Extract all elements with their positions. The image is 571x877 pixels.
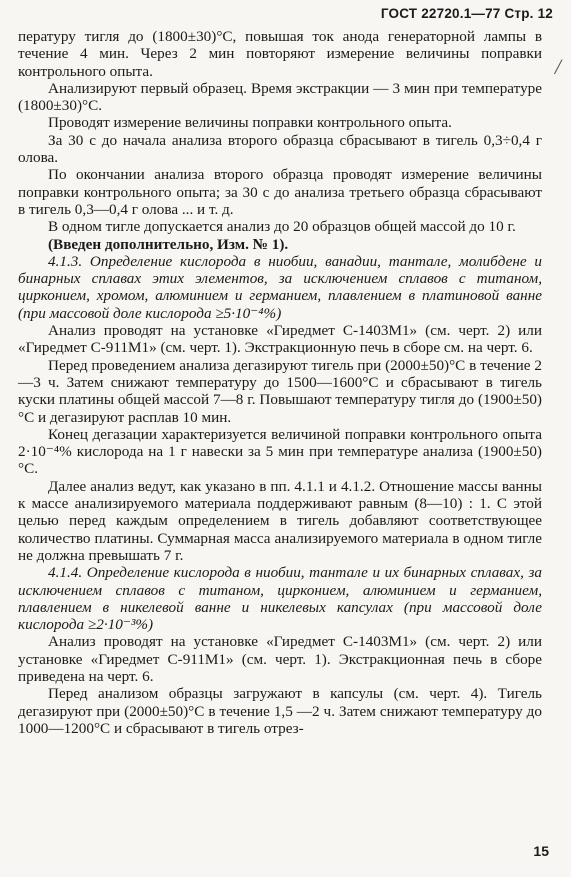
paragraph-continuation: пературу тигля до (1800±30)°С, повышая ток анода генераторной лампы в течение 4 мин. Через 2 мин повторяют измерение величины поправки контрольного опыта.: [18, 28, 542, 80]
paragraph: Анализ проводят на установке «Гиредмет С-1403М1» (см. черт. 2) или установке «Гиредмет С-911М1» (см. черт. 1). Экстракционная печь в сборе приведена на черт. 6.: [18, 633, 542, 685]
section-heading-4-1-4: 4.1.4. Определение кислорода в ниобии, тантале и их бинарных сплавах, за исключением сплавов с титаном, цирконием, алюминием и германием, плавлением в никелевой ванне и никелевых капсулах (при массовой доле кислорода ≥2·10⁻³%): [18, 564, 542, 634]
paragraph: Перед анализом образцы загружают в капсулы (см. черт. 4). Тигель дегазируют при (2000±50)°С в течение 1,5 —2 ч. Затем снижают температуру до 1000—1200°С и сбрасывают в тигель отрез-: [18, 685, 542, 737]
section-heading-4-1-3: 4.1.3. Определение кислорода в ниобии, ванадии, тантале, молибдене и бинарных сплавах этих элементов, за исключением сплавов с титаном, цирконием, хромом, алюминием и германием, плавлением в платиновой ванне (при массовой доле кислорода ≥5·10⁻⁴%): [18, 252, 542, 322]
paragraph: Далее анализ ведут, как указано в пп. 4.1.1 и 4.1.2. Отношение массы ванны к массе анализируемого материала поддерживают равным (8—10) : 1. С этой целью перед каждым определением в тигель добавляют соответствующее количество платины. Суммарная масса анализируемого материала в одном тигле не должна превышать 7 г.: [18, 477, 542, 564]
paragraph: За 30 с до начала анализа второго образца сбрасывают в тигель 0,3÷0,4 г олова.: [18, 131, 542, 167]
page-header: ГОСТ 22720.1—77 Стр. 12: [380, 6, 553, 21]
amendment-note: (Введен дополнительно, Изм. № 1).: [48, 235, 289, 253]
paragraph: В одном тигле допускается анализ до 20 образцов общей массой до 10 г.: [48, 218, 516, 236]
paragraph: По окончании анализа второго образца проводят измерение величины поправки контрольного опыта; за 30 с до анализа третьего образца сбрасывают в тигель 0,3—0,4 г олова ... и т. д.: [18, 166, 542, 218]
margin-mark: /: [554, 54, 561, 79]
paragraph: Перед проведением анализа дегазируют тигель при (2000±50)°С в течение 2—3 ч. Затем снижают температуру до 1500—1600°С и сбрасывают в тигель куски платины общей массой 7—8 г. Повышают температуру тигля до (1900±50)°С и дегазируют расплав 10 мин.: [18, 356, 542, 426]
body-text: [18, 28, 542, 737]
paragraph: Анализ проводят на установке «Гиредмет С-1403М1» (см. черт. 2) или «Гиредмет С-911М1» (см. черт. 1). Экстракционную печь в сборе см. на черт. 6.: [18, 322, 542, 357]
paragraph: Анализируют первый образец. Время экстракции — 3 мин при температуре (1800±30)°С.: [18, 79, 542, 115]
paragraph: Конец дегазации характеризуется величиной поправки контрольного опыта 2·10⁻⁴% кислорода на 1 г навески за 5 мин при температуре анализа (1900±50)°С.: [18, 425, 542, 478]
page-number: 15: [533, 843, 549, 859]
paragraph: Проводят измерение величины поправки контрольного опыта.: [48, 114, 452, 132]
